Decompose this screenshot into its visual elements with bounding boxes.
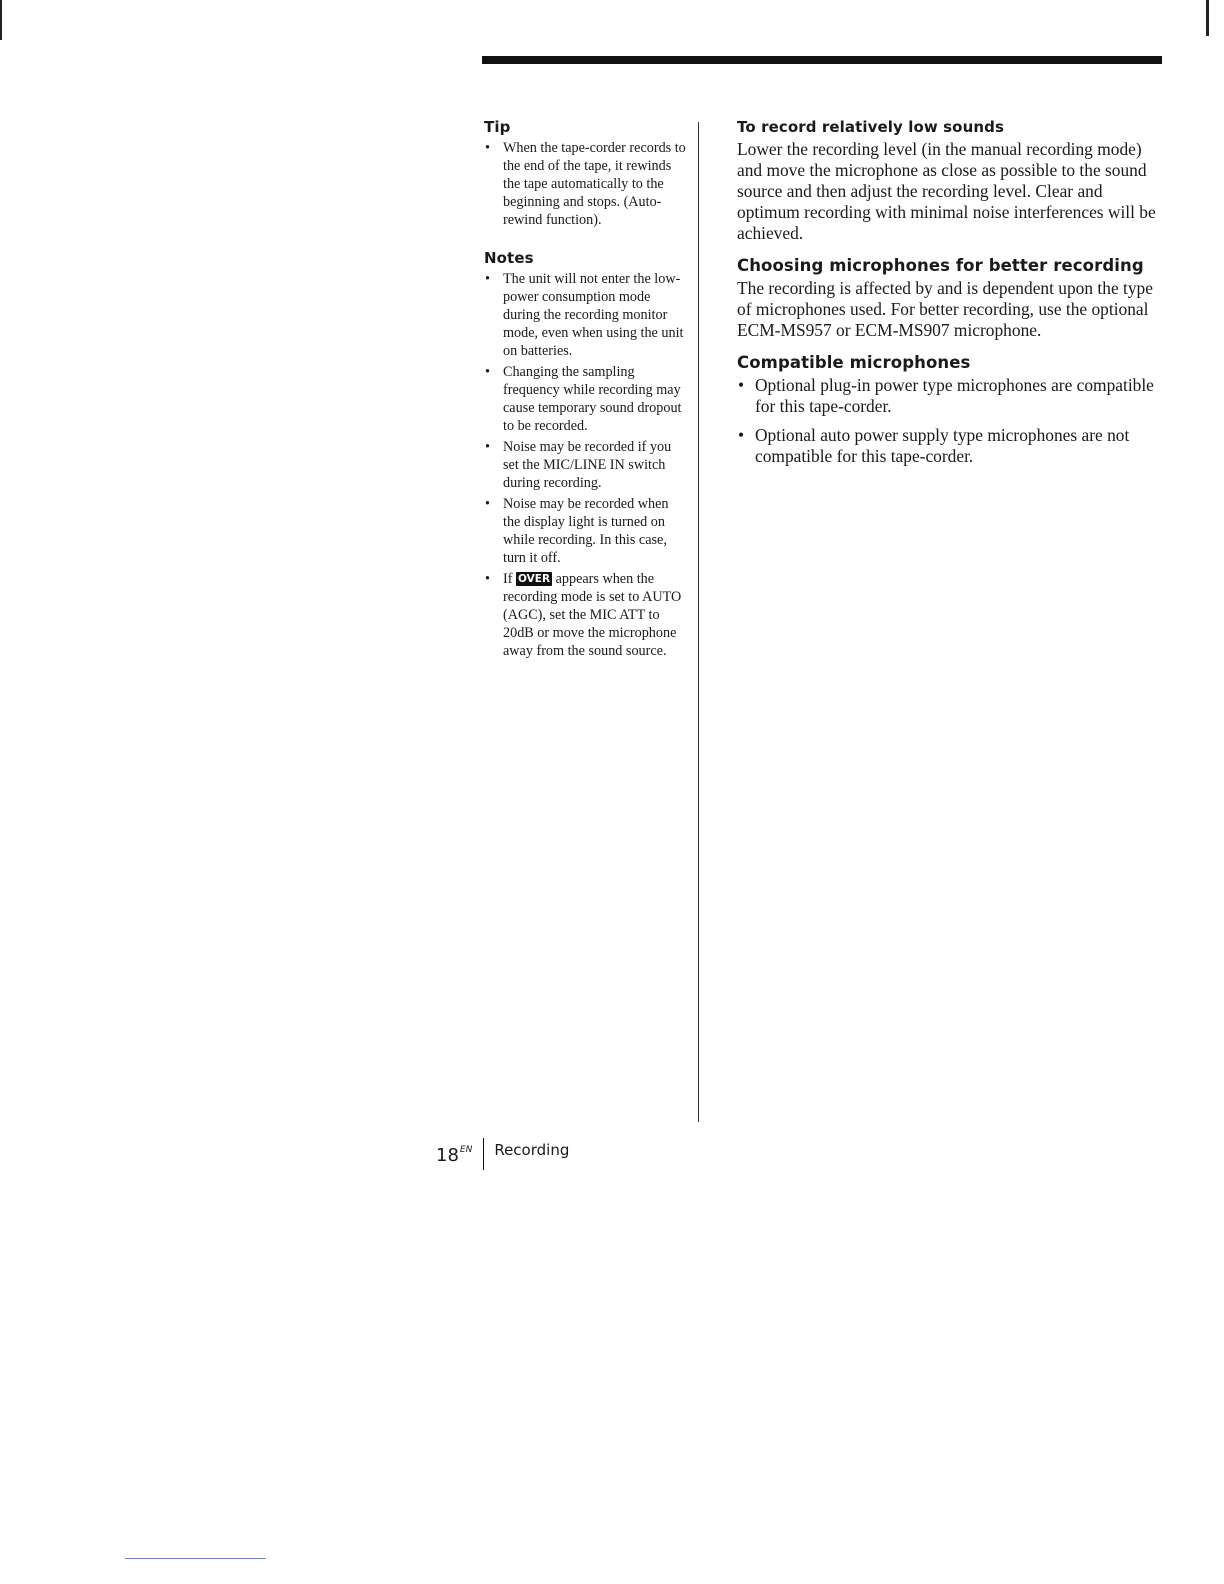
- footer-divider: [483, 1138, 484, 1170]
- notes-heading: Notes: [484, 249, 534, 267]
- left-column: [484, 118, 689, 680]
- list-item: • When the tape-corder records to the end of the tape, it rewinds the tape automatically to the beginning and stops. (Auto-rewind function).: [485, 140, 686, 228]
- bullet: •: [485, 496, 490, 512]
- list-item: • Changing the sampling frequency while recording may cause temporary sound dropout to be recorded.: [485, 364, 682, 434]
- choosing-text: The recording is affected by and is dependent upon the type of microphones used. For better recording, use the optional ECM-MS957 or ECM-MS907 microphone.: [737, 278, 1153, 340]
- choosing-heading: Choosing microphones for better recording: [737, 256, 1144, 275]
- page-number: $18^{EN}$: [436, 1145, 473, 1166]
- scan-edge-left: [0, 0, 2, 40]
- over-indicator-badge: OVER: [518, 573, 551, 585]
- scan-edge-right: [1206, 0, 1209, 36]
- list-item: • The unit will not enter the low-power consumption mode during the recording monitor mode, even when using the unit on batteries.: [485, 271, 684, 359]
- bullet: •: [485, 364, 490, 380]
- bullet: •: [738, 375, 745, 395]
- scan-artifact-line: [125, 1558, 266, 1559]
- section-label: Recording: [494, 1141, 570, 1159]
- low-sounds-text: Lower the recording level (in the manual recording mode) and move the microphone as close as possible to the sound source and then adjust the recording level. Clear and optimum recording with minimal noise interferences will be achieved.: [737, 139, 1156, 243]
- list-item-over: • If OVER appears when the recording mode is set to AUTO (AGC), set the MIC ATT to 20dB or move the microphone away from the sound source.: [485, 571, 682, 659]
- tip-list: [484, 139, 689, 229]
- notes-list: [484, 270, 689, 660]
- page-footer: [436, 1138, 569, 1172]
- column-divider: [698, 122, 699, 1122]
- bullet: •: [485, 571, 490, 587]
- list-item: • Optional plug-in power type microphones are compatible for this tape-corder.: [738, 375, 1154, 416]
- compatible-list: [737, 375, 1167, 467]
- tip-heading: Tip: [484, 118, 511, 136]
- header-rule: [482, 56, 1162, 64]
- bullet: •: [738, 425, 745, 445]
- low-sounds-heading: To record relatively low sounds: [737, 118, 1005, 136]
- list-item: • Noise may be recorded when the display light is turned on while recording. In this case, turn it off.: [485, 496, 669, 566]
- bullet: •: [485, 140, 490, 156]
- bullet: •: [485, 271, 490, 287]
- page-language-suffix: EN: [459, 1145, 473, 1155]
- list-item: • Noise may be recorded if you set the MIC/LINE IN switch during recording.: [485, 439, 672, 491]
- right-column: [737, 118, 1167, 475]
- compatible-heading: Compatible microphones: [737, 353, 971, 372]
- list-item: • Optional auto power supply type microphones are not compatible for this tape-corder.: [738, 425, 1130, 466]
- bullet: •: [485, 439, 490, 455]
